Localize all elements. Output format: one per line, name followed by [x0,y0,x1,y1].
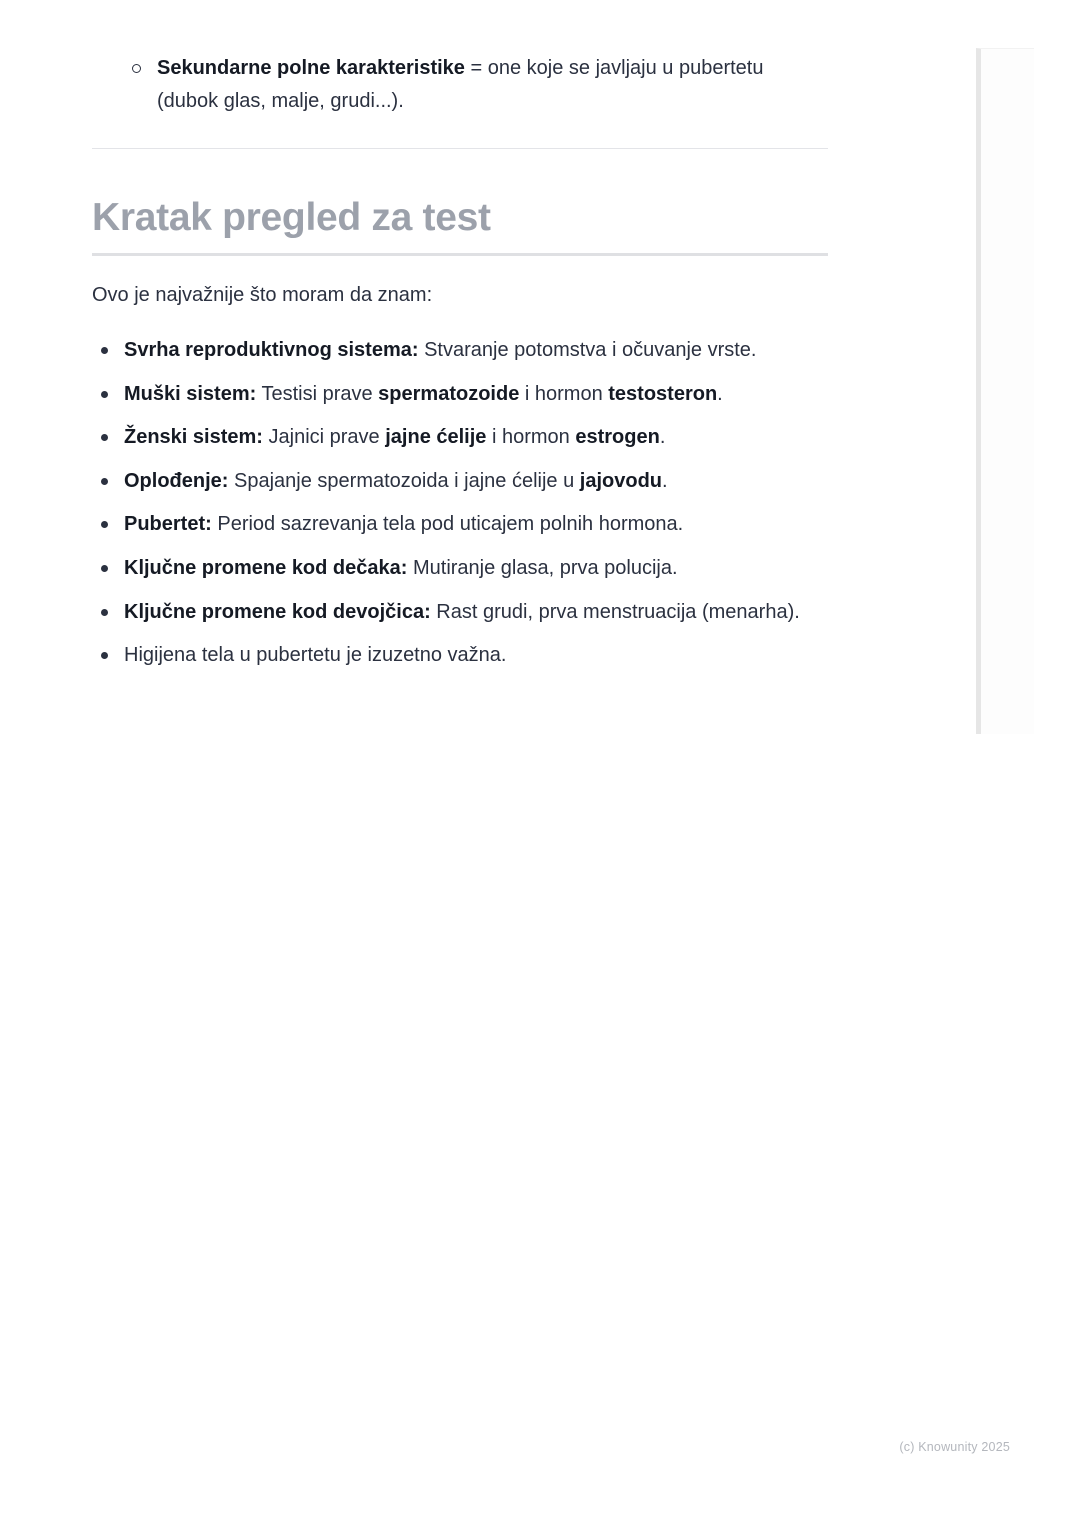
summary-item-text [124,644,506,666]
sub-bullet-list [130,52,830,118]
bullet-dot-icon [101,347,108,354]
bold-term: Muški sistem: [124,382,257,405]
plain-text: i hormon [519,382,609,405]
summary-item [92,509,852,553]
summary-item-text [124,513,683,535]
side-margin-panel [976,48,1034,734]
bold-term: jajne ćelije [385,426,487,449]
plain-text: Rast grudi, prva menstruacija (menarha). [430,600,800,623]
sub-item-term: Sekundarne polne karakteristike [157,57,465,79]
bold-term: Ključne promene kod dečaka: [124,556,408,579]
plain-text: Jajnici prave [262,426,386,449]
bold-term: Pubertet: [124,513,212,536]
bullet-dot-icon [101,521,108,528]
bullet-dot-icon [101,652,108,659]
bold-term: Ženski sistem: [124,426,263,449]
summary-item [92,422,852,466]
summary-item-text [124,383,723,405]
section-title: Kratak pregled za test [92,196,491,239]
bold-term: Ključne promene kod devojčica: [124,600,431,623]
bold-term: estrogen [575,426,660,449]
bold-term: Oplođenje: [124,469,229,492]
bold-term: jajovodu [579,469,663,492]
bold-term: testosteron [608,382,718,405]
summary-item [92,466,852,510]
summary-item [92,553,852,597]
summary-bullet-list [92,335,852,684]
summary-item-text [124,470,668,492]
plain-text: Higijena tela u pubertetu je izuzetno važna. [124,644,507,667]
bold-term: spermatozoide [378,382,520,405]
plain-text: Spajanje spermatozoida i jajne ćelije u [228,469,580,492]
bold-term: Svrha reproduktivnog sistema: [124,339,419,361]
bullet-dot-icon [101,478,108,485]
plain-text: . [662,469,668,492]
bullet-dot-icon [101,565,108,572]
summary-item [92,597,852,641]
plain-text: Stvaranje potomstva i očuvanje vrste. [418,339,757,361]
plain-text: Period sazrevanja tela pod uticajem polnih hormona. [211,513,684,536]
summary-item-text [124,601,800,623]
plain-text: . [659,426,666,449]
hollow-bullet-icon [132,64,141,73]
summary-item-text [124,426,665,448]
title-underline [92,253,828,256]
sub-list-item [130,52,830,118]
summary-item-text [124,557,678,579]
plain-text: Testisi prave [256,382,379,405]
plain-text: . [717,382,723,405]
section-divider [92,148,828,149]
summary-item [92,335,852,379]
bullet-dot-icon [101,609,108,616]
sub-item-text: = one koje se javljaju u pubertetu (dubok glas, malje, grudi...). [157,57,764,112]
copyright-footer: (c) Knowunity 2025 [899,1440,1010,1454]
plain-text: i hormon [486,426,576,449]
section-intro: Ovo je najvažnije što moram da znam: [92,284,433,306]
summary-item [92,379,852,423]
summary-item-text [124,339,756,361]
bullet-dot-icon [101,391,108,398]
plain-text: Mutiranje glasa, prva polucija. [407,556,678,579]
bullet-dot-icon [101,434,108,441]
summary-item [92,640,852,684]
